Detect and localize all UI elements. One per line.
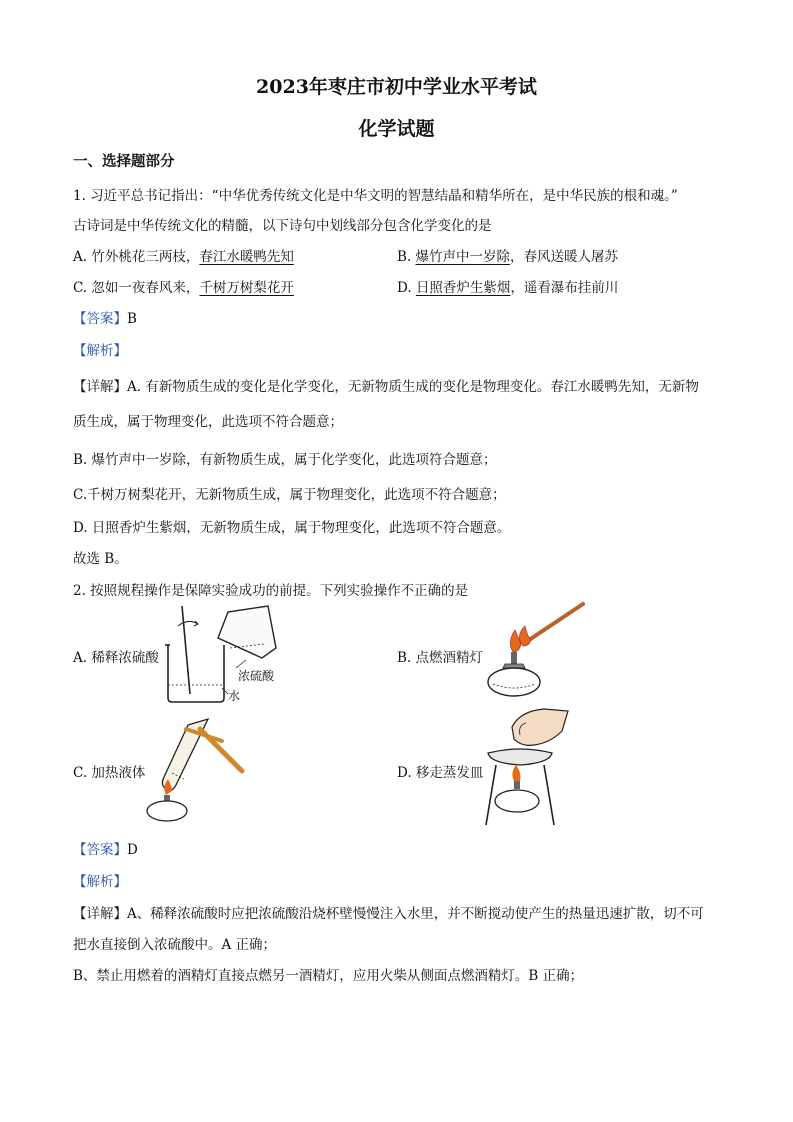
q2-detail-text1: A、稀释浓硫酸时应把浓硫酸沿烧杯壁慢慢注入水里，并不断搅动使产生的热量迅速扩散，切不可 bbox=[127, 906, 704, 922]
q1-option-c-text: C. 忽如一夜春风来， bbox=[73, 280, 200, 296]
q2-analysis-tag bbox=[73, 870, 127, 890]
section-heading: 一、选择题部分 bbox=[73, 153, 175, 170]
q1-answer-value: B bbox=[127, 311, 137, 327]
q1-option-b-underline: 爆竹声中一岁除 bbox=[415, 249, 511, 265]
q1-option-d-suffix: ，遥看瀑布挂前川 bbox=[510, 280, 619, 296]
q1-option-a bbox=[73, 245, 294, 265]
label-water: 水 bbox=[228, 689, 241, 703]
q1-conclusion: 故选 B。 bbox=[73, 551, 128, 567]
q1-stem-line2: 古诗词是中华传统文化的精髓，以下诗句中划线部分包含化学变化的是 bbox=[73, 218, 492, 234]
q1-option-c bbox=[73, 276, 294, 296]
figure-light-alcohol-lamp bbox=[485, 600, 590, 700]
q1-option-c-underline: 千树万树梨花开 bbox=[199, 280, 294, 296]
q2-option-a: A. 稀释浓硫酸 bbox=[73, 650, 159, 666]
q2-detail-line2: 把水直接倒入浓硫酸中。A 正确； bbox=[73, 937, 277, 953]
q1-option-d-underline: 日照香炉生紫烟 bbox=[415, 280, 511, 296]
q1-detail-line4: C.千树万树梨花开，无新物质生成，属于物理变化，此选项不符合题意； bbox=[73, 487, 506, 503]
q2-option-d: D. 移走蒸发皿 bbox=[397, 765, 484, 781]
q1-stem-line1: 1. 习近平总书记指出：“中华优秀传统文化是中华文明的智慧结晶和精华所在，是中华民族的根和魂。” bbox=[73, 188, 678, 204]
q2-analysis-label: 【解析】 bbox=[73, 874, 127, 890]
q2-option-b: B. 点燃酒精灯 bbox=[397, 650, 484, 666]
exam-title: 2023年枣庄市初中学业水平考试 bbox=[256, 76, 537, 98]
figure-dilute-sulfuric-acid bbox=[160, 600, 295, 705]
q2-detail-line1 bbox=[73, 902, 704, 922]
label-concentrated-acid: 浓硫酸 bbox=[238, 669, 275, 683]
q1-answer-tag: 【答案】 bbox=[73, 311, 127, 327]
q1-analysis-label: 【解析】 bbox=[73, 343, 127, 359]
q1-option-d-text: D. bbox=[397, 280, 416, 296]
q1-option-b-text: B. bbox=[397, 249, 416, 265]
q2-answer-value: D bbox=[127, 842, 138, 858]
q1-detail-line3: B. 爆竹声中一岁除，有新物质生成，属于化学变化，此选项符合题意； bbox=[73, 452, 497, 468]
exam-subtitle: 化学试题 bbox=[358, 118, 435, 140]
q2-stem: 2. 按照规程操作是保障实验成功的前提。下列实验操作不正确的是 bbox=[73, 583, 469, 599]
q2-answer bbox=[73, 838, 138, 858]
q1-detail-line2: 质生成，属于物理变化，此选项不符合题意； bbox=[73, 414, 343, 430]
figure-heat-liquid bbox=[140, 715, 250, 825]
q1-detail-text1: A. 有新物质生成的变化是化学变化，无新物质生成的变化是物理变化。春江水暖鸭先知，无新物 bbox=[127, 379, 699, 395]
q1-analysis-tag bbox=[73, 339, 127, 359]
q1-detail-tag: 【详解】 bbox=[73, 379, 127, 395]
q1-option-a-underline: 春江水暖鸭先知 bbox=[199, 249, 294, 265]
figure-move-evaporating-dish bbox=[480, 705, 580, 830]
q2-detail-tag: 【详解】 bbox=[73, 906, 127, 922]
q1-answer bbox=[73, 307, 137, 327]
q2-option-c: C. 加热液体 bbox=[73, 765, 146, 781]
q2-detail-line3: B、禁止用燃着的酒精灯直接点燃另一酒精灯，应用火柴从侧面点燃酒精灯。B 正确； bbox=[73, 968, 584, 984]
q1-detail-line5: D. 日照香炉生紫烟，无新物质生成，属于物理变化，此选项不符合题意。 bbox=[73, 520, 511, 536]
q1-option-a-text: A. 竹外桃花三两枝， bbox=[73, 249, 200, 265]
q2-answer-tag: 【答案】 bbox=[73, 842, 127, 858]
q1-option-b-suffix: ，春风送暖人屠苏 bbox=[510, 249, 619, 265]
q1-detail-line1 bbox=[73, 375, 699, 395]
q1-option-b bbox=[397, 245, 618, 265]
q1-option-d bbox=[397, 276, 618, 296]
